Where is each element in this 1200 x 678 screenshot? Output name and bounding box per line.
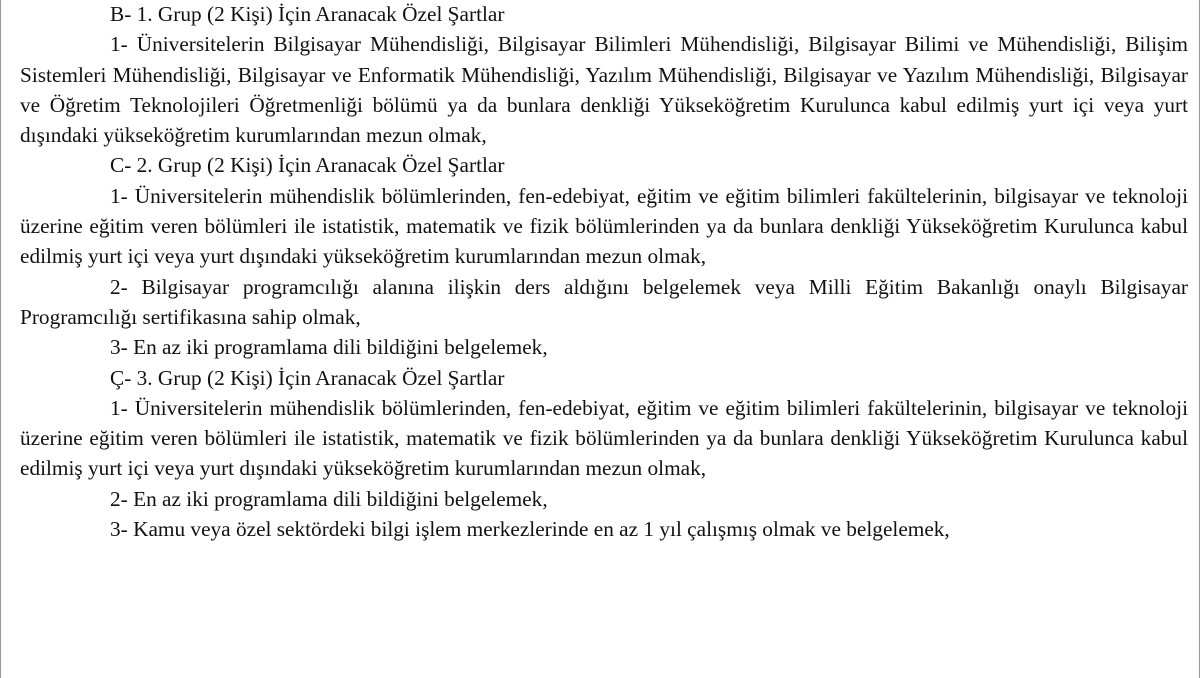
section-cc-item-2: 2- En az iki programlama dili bildiğini belgelemek,	[110, 486, 548, 511]
section-b-heading: B- 1. Grup (2 Kişi) İçin Aranacak Özel Şartlar	[110, 2, 505, 26]
section-cc-item-3: 3- Kamu veya özel sektördeki bilgi işlem merkezlerinde en az 1 yıl çalışmış olmak ve belgelemek,	[110, 517, 950, 542]
document-body	[20, 0, 1188, 544]
section-c-item-3: 3- En az iki programlama dili bildiğini belgelemek,	[110, 335, 548, 360]
section-b-item-1: 1- Üniversitelerin Bilgisayar Mühendisliği, Bilgisayar Bilimleri Mühendisliği, Bilgisayar Bilimi ve Mühendisliği, Bilişim Sistemleri Mühendisliği, Bilgisayar ve Enformatik Mühendisliği, Yazılım Mühendisliği, Bilgisayar ve Yazılım Mühendisliği, Bilgisayar ve Öğretim Teknolojileri Öğretmenliği bölümü ya da bunlara denkliği Yükseköğretim Kurulunca kabul edilmiş yurt içi veya yurt dışındaki yükseköğretim kurumlarından mezun olmak,	[20, 32, 1188, 148]
section-c-heading: C- 2. Grup (2 Kişi) İçin Aranacak Özel Şartlar	[110, 153, 505, 178]
section-cc-heading: Ç- 3. Grup (2 Kişi) İçin Aranacak Özel Şartlar	[110, 365, 505, 390]
section-c-item-2: 2- Bilgisayar programcılığı alanına ilişkin ders aldığını belgelemek veya Milli Eğitim Bakanlığı onaylı Bilgisayar Programcılığı sertifikasına sahip olmak,	[20, 274, 1188, 329]
section-c-item-1: 1- Üniversitelerin mühendislik bölümlerinden, fen-edebiyat, eğitim ve eğitim bilimleri fakültelerinin, bilgisayar ve teknoloji üzerine eğitim veren bölümleri ile istatistik, matematik ve fizik bölümlerinden ya da bunlara denkliği Yükseköğretim Kurulunca kabul edilmiş yurt içi veya yurt dışındaki yükseköğretim kurumlarından mezun olmak,	[20, 183, 1188, 269]
section-cc-item-1: 1- Üniversitelerin mühendislik bölümlerinden, fen-edebiyat, eğitim ve eğitim bilimleri fakültelerinin, bilgisayar ve teknoloji üzerine eğitim veren bölümleri ile istatistik, matematik ve fizik bölümlerinden ya da bunlara denkliği Yükseköğretim Kurulunca kabul edilmiş yurt içi veya yurt dışındaki yükseköğretim kurumlarından mezun olmak,	[20, 395, 1188, 481]
